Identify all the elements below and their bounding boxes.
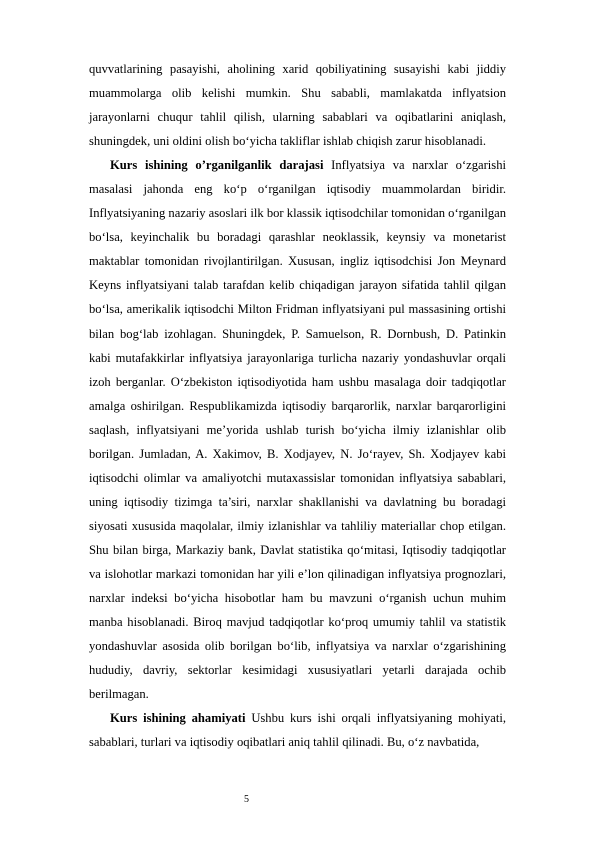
paragraph-text: Inflyatsiya va narxlar o‘zgarishi masalasi jahonda eng ko‘p o‘rganilgan iqtisodiy muammolardan biridir. Inflyatsiyaning nazariy asoslari ilk bor klassik iqtisodchilar tomonidan o‘rganilgan bo‘lsa, keyinchalik bu boradagi qarashlar neoklassik, keynsiy va monetarist maktablar tomonidan rivojlantirilgan. Xususan, ingliz iqtisodchisi Jon Meynard Keyns inflyatsiyani talab tarafdan kelib chiqadigan jarayon sifatida tahlil qilgan bo‘lsa, amerikalik iqtisodchi Milton Fridman inflyatsiyani pul massasining ortishi bilan bog‘lab izohlagan. Shuningdek, P. Samuelson, R. Dornbush, D. Patinkin kabi mutafakkirlar inflyatsiya jarayonlariga turlicha nazariy yondashuvlar orqali izoh berganlar. O‘zbekiston iqtisodiyotida ham ushbu masalaga doir tadqiqotlar amalga oshirilgan. Respublikamizda iqtisodiy barqarorlik, narxlar barqarorligini saqlash, inflyatsiyani me’yorida ushlab turish bo‘yicha ilmiy izlanishlar olib borilgan. Jumladan, A. Xakimov, B. Xodjayev, N. Jo‘rayev, Sh. Xodjayev kabi iqtisodchi olimlar va amaliyotchi mutaxassislar tomonidan inflyatsiya sabablari, uning iqtisodiy tizimga ta’siri, narxlar shakllanishi va davlatning bu boradagi siyosati xususida maqolalar, ilmiy izlanishlar va tahliliy materiallar chop etilgan. Shu bilan birga, Markaziy bank, Davlat statistika qo‘mitasi, Iqtisodiy tadqiqotlar va islohotlar markazi tomonidan har yili e’lon qilinadigan inflyatsiya prognozlari, narxlar indeksi bo‘yicha hisobotlar ham bu mavzuni o‘rganish uchun muhim manba hisoblanadi. Biroq mavjud tadqiqotlar ko‘proq umumiy tahlil va statistik yondashuvlar asosida olib borilgan bo‘lib, inflyatsiya va narxlar o‘zgarishining hududiy, davriy, sektorlar kesimidagi xususiyatlari yetarli darajada ochib berilmagan. (89, 158, 507, 702)
paragraph-heading-significance: Kurs ishining ahamiyati (110, 711, 246, 726)
paragraph-significance (89, 706, 506, 754)
paragraph-research-level (89, 153, 506, 706)
page-body (89, 57, 506, 754)
paragraph-intro-continuation (89, 57, 506, 153)
paragraph-text: Ushbu kurs ishi orqali inflyatsiyaning mohiyati, sabablari, turlari va iqtisodiy oqibatlari aniq tahlil qilinadi. Bu, o‘z navbatida, (89, 711, 506, 750)
paragraph-heading-research-level: Kurs ishining o’rganilganlik darajasi (110, 158, 324, 173)
page-number: 5 (244, 794, 249, 805)
paragraph-text: quvvatlarining pasayishi, aholining xarid qobiliyatining susayishi kabi jiddiy muammolarga olib kelishi mumkin. Shu sababli, mamlakatda inflyatsion jarayonlarni chuqur tahlil qilish, ularning sabablari va oqibatlarini aniqlash, shuningdek, uni oldini olish bo‘yicha takliflar ishlab chiqish zarur hisoblanadi. (89, 62, 506, 149)
